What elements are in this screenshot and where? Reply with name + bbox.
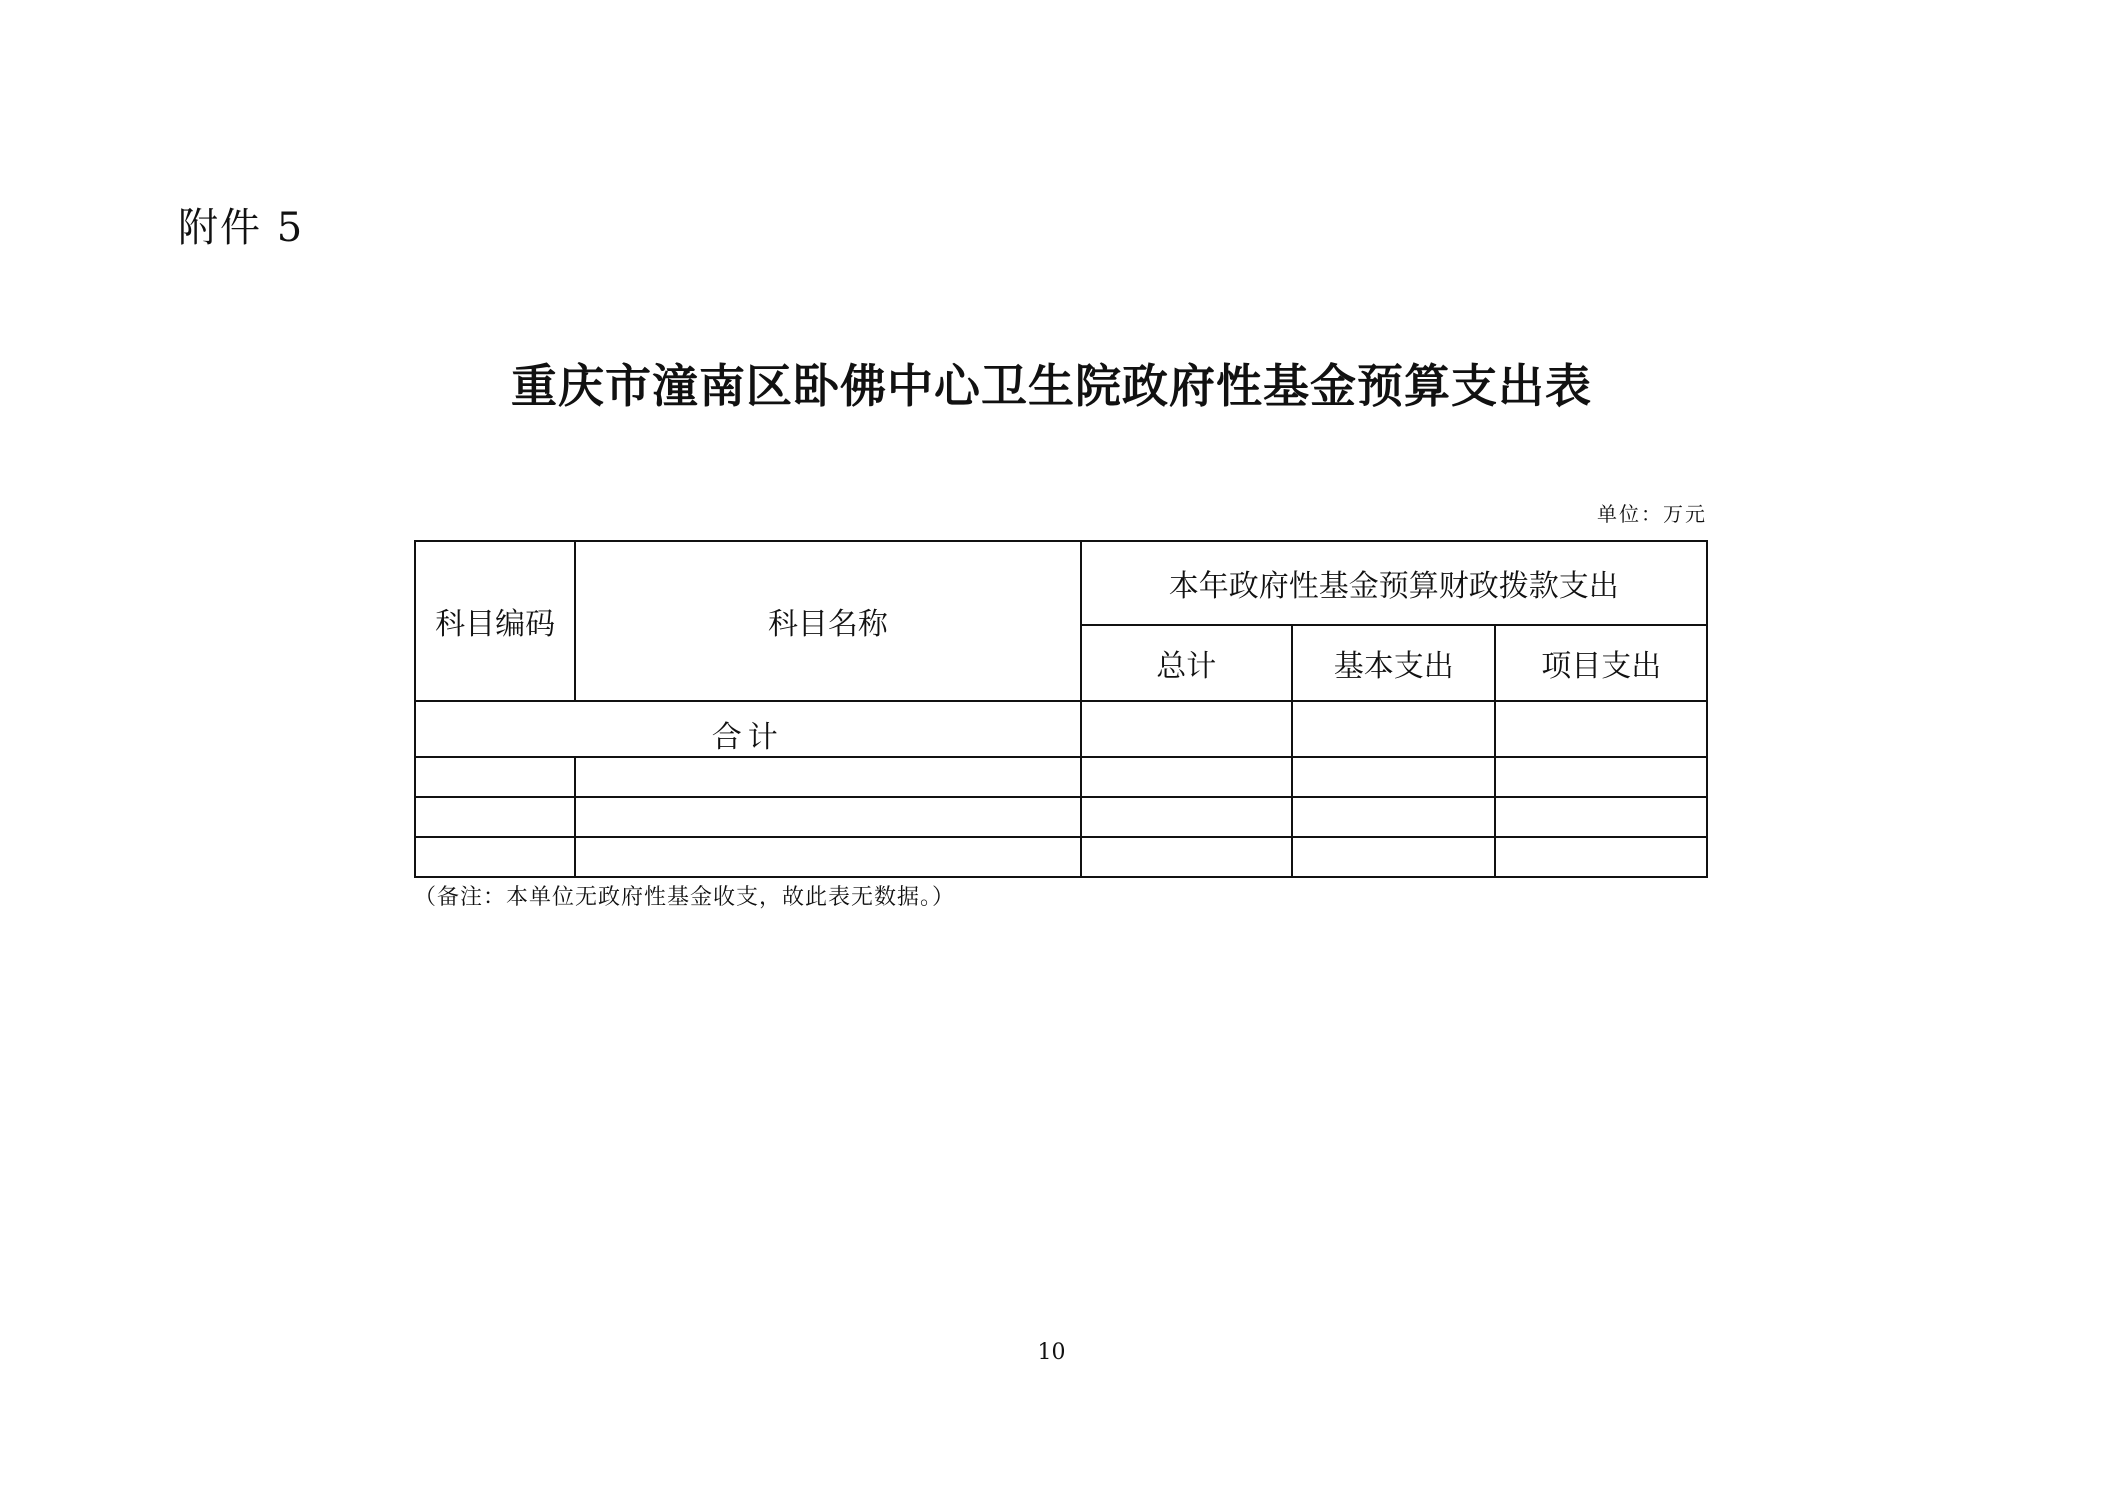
row-code [415,757,575,797]
attachment-label: 附件 5 [178,205,305,251]
header-total: 总计 [1081,625,1292,701]
row-name [575,757,1080,797]
sum-project [1495,701,1707,757]
header-code: 科目编码 [415,541,575,701]
row-name [575,797,1080,837]
row-project [1495,797,1707,837]
row-code [415,837,575,877]
row-total [1081,757,1292,797]
sum-basic [1292,701,1495,757]
unit-label: 单位：万元 [1597,502,1707,526]
page-title: 重庆市潼南区卧佛中心卫生院政府性基金预算支出表 [511,359,1592,413]
table-note: （备注：本单位无政府性基金收支，故此表无数据。） [414,885,956,910]
row-project [1495,837,1707,877]
table-header-row [415,541,1707,625]
sum-label: 合计 [415,701,1081,757]
header-group: 本年政府性基金预算财政拨款支出 [1081,541,1707,625]
table-row [415,837,1707,877]
row-total [1081,837,1292,877]
table-row [415,757,1707,797]
header-name: 科目名称 [575,541,1080,701]
row-basic [1292,757,1495,797]
row-total [1081,797,1292,837]
row-name [575,837,1080,877]
row-basic [1292,837,1495,877]
header-basic: 基本支出 [1292,625,1495,701]
table-row [415,797,1707,837]
budget-table [414,540,1708,878]
page-number: 10 [1037,1340,1066,1365]
header-project: 项目支出 [1495,625,1707,701]
row-code [415,797,575,837]
sum-row [415,701,1707,757]
row-basic [1292,797,1495,837]
sum-total [1081,701,1292,757]
row-project [1495,757,1707,797]
